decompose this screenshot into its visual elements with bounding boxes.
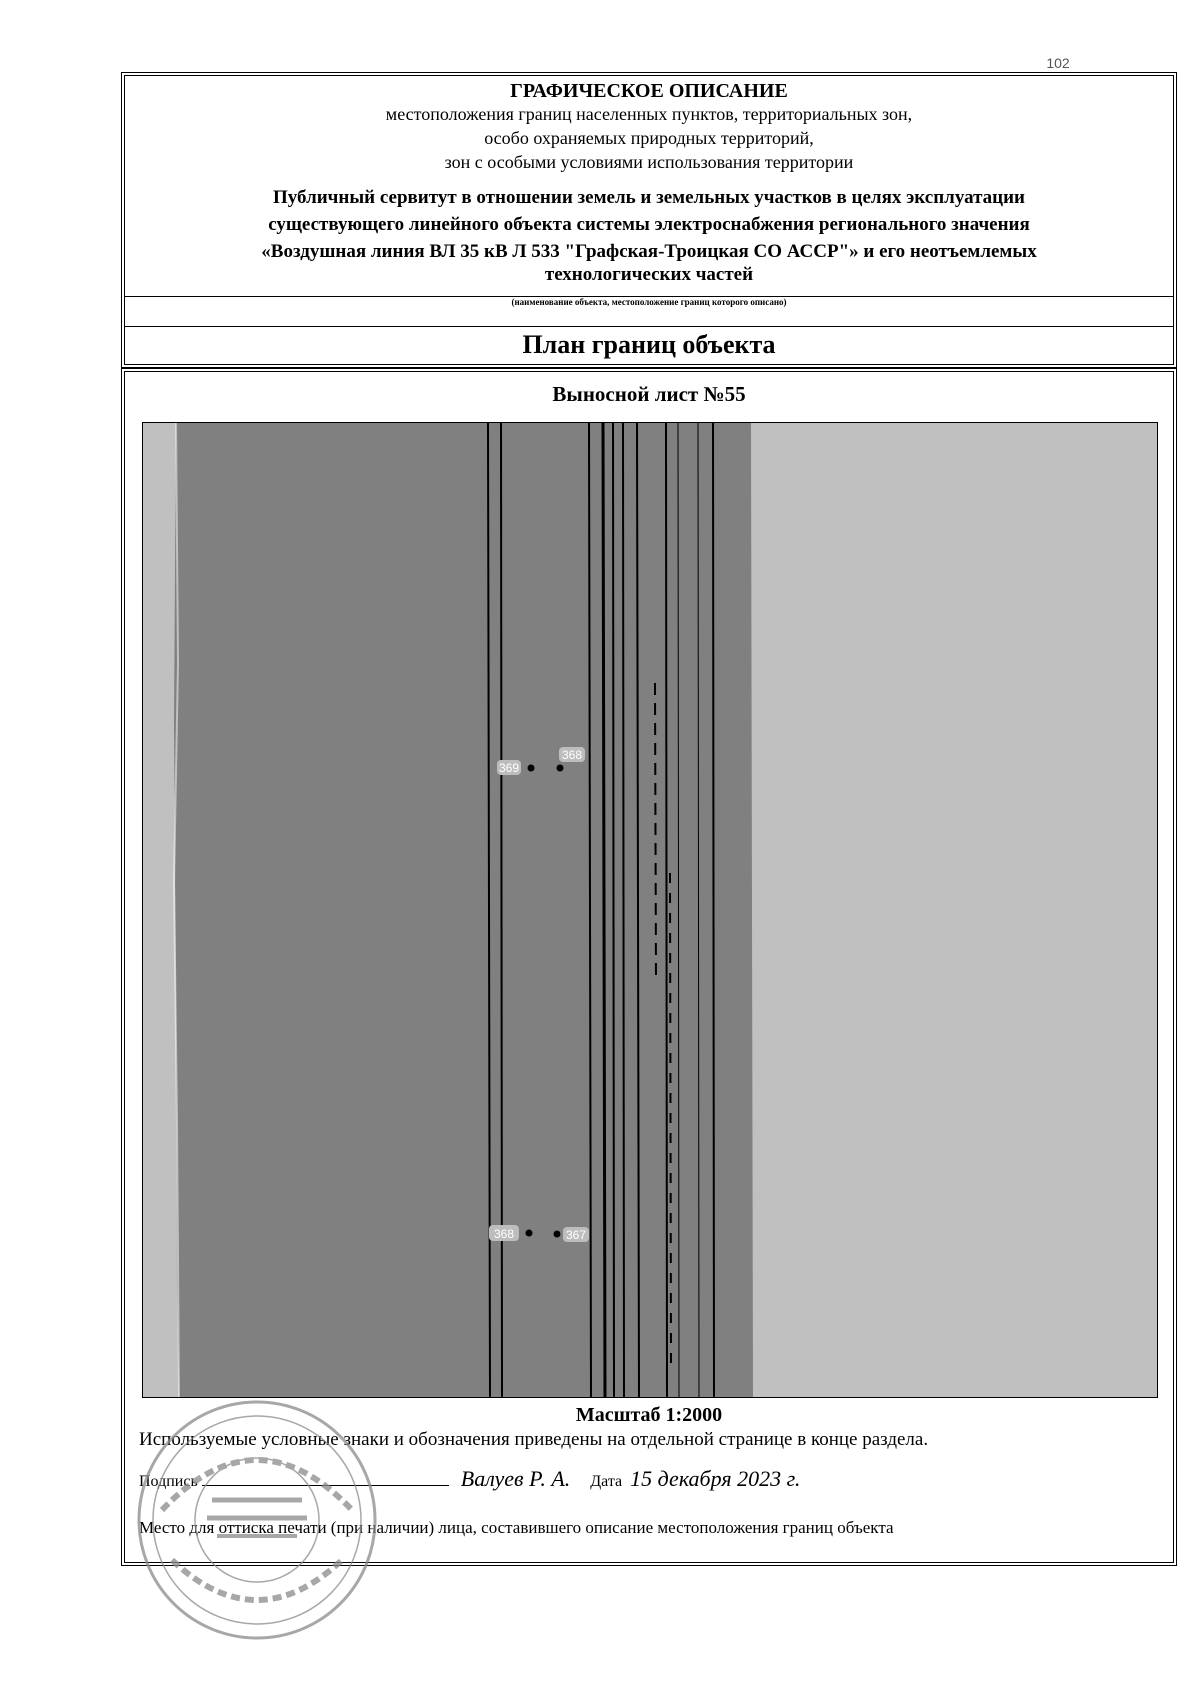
point-label [563,1227,589,1242]
header-frame [124,75,1174,365]
document-subtitle-line: зон с особыми условиями использования территории [444,152,854,172]
point-label [489,1225,519,1241]
boundary-line [501,423,502,1397]
signer-name: Валуев Р. А. [460,1466,571,1491]
map-scale: Масштаб 1:2000 [575,1404,723,1426]
object-name [125,184,1173,285]
object-name-line: существующего линейного объекта системы электроснабжения регионального значения [268,214,1030,235]
signature-label: Подпись [139,1473,198,1490]
boundary-line [603,423,605,1397]
svg-text:368: 368 [493,1227,515,1241]
boundary-line [666,423,667,1397]
plan-title: План границ объекта [522,330,776,359]
header-block [125,76,1173,296]
boundary-line [713,423,714,1397]
boundary-line [623,423,624,1397]
page-number: 102 [1046,55,1070,71]
boundary-plan-map [143,423,1157,1397]
svg-text:368: 368 [561,748,583,762]
document-subtitle-line: особо охраняемых природных территорий, [484,128,814,148]
object-caption: (наименование объекта, местоположение границ которого описано) [511,297,787,307]
document-subtitle-line: местоположения границ населенных пунктов, территориальных зон, [385,104,913,124]
object-name-line: Публичный сервитут в отношении земель и земельных участков в целях эксплуатации [273,187,1025,208]
document-title: ГРАФИЧЕСКОЕ ОПИСАНИЕ [510,80,788,102]
point-label [559,747,585,762]
object-name-line: «Воздушная линия ВЛ 35 кВ Л 533 "Графская-Троицкая СО АССР"» и его неотъемлемых [261,241,1037,262]
signature-line [202,1469,449,1486]
plan-frame [124,371,1174,1563]
date-value: 15 декабря 2023 г. [630,1466,801,1491]
boundary-point[interactable] [528,765,535,772]
legend-note: Используемые условные знаки и обозначения приведены на отдельной странице в конце раздела. [139,1429,929,1450]
date-label: Дата [590,1473,623,1490]
stamp-note: Место для оттиска печати (при наличии) лица, составившего описание местоположения границ объекта [139,1518,894,1537]
svg-text:367: 367 [565,1228,587,1242]
signature-row [139,1466,800,1492]
svg-text:369: 369 [498,761,520,775]
boundary-point[interactable] [526,1230,533,1237]
boundary-line [613,423,614,1397]
point-label [497,760,521,775]
boundary-point[interactable] [557,765,564,772]
object-name-line: технологических частей [544,264,754,285]
boundary-point[interactable] [554,1231,561,1238]
divider [125,326,1173,327]
sheet-title: Выносной лист №55 [552,382,746,406]
map-viewport[interactable] [142,422,1158,1398]
